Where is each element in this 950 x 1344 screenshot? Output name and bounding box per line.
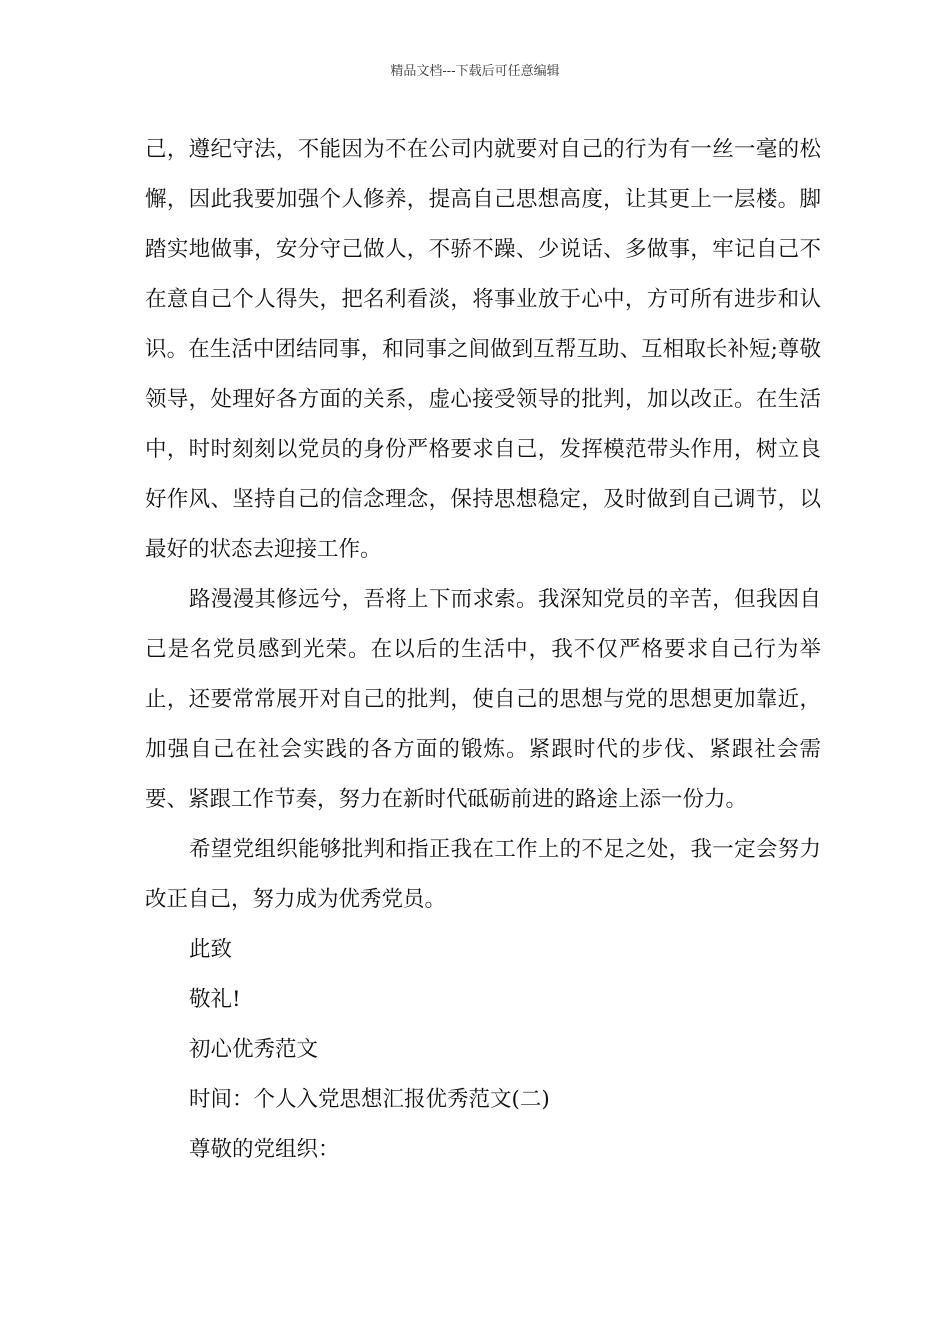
document-body <box>145 125 821 1175</box>
page-header: 精品文档---下载后可任意编辑 <box>390 64 560 79</box>
closing-salutation: 此致 <box>189 937 233 962</box>
paragraph-hope: 希望党组织能够批判和指正我在工作上的不足之处，我一定会努力改正自己，努力成为优秀党员。 <box>145 837 821 912</box>
closing-regards: 敬礼! <box>189 987 241 1012</box>
date-line: 时间：个人入党思想汇报优秀范文(二) <box>189 1087 550 1112</box>
signature-line: 初心优秀范文 <box>189 1037 319 1062</box>
paragraph-continuation: 己，遵纪守法，不能因为不在公司内就要对自己的行为有一丝一毫的松懈，因此我要加强个人修养，提高自己思想高度，让其更上一层楼。脚踏实地做事，安分守己做人，不骄不躁、少说话、多做事，牢记自己不在意自己个人得失，把名利看淡，将事业放于心中，方可所有进步和认识。在生活中团结同事，和同事之间做到互帮互助、互相取长补短;尊敬领导，处理好各方面的关系，虚心接受领导的批判，加以改正。在生活中，时时刻刻以党员的身份严格要求自己，发挥模范带头作用，树立良好作风、坚持自己的信念理念，保持思想稳定，及时做到自己调节，以最好的状态去迎接工作。 <box>145 137 821 562</box>
paragraph-resolution: 路漫漫其修远兮，吾将上下而求索。我深知党员的辛苦，但我因自己是名党员感到光荣。在以后的生活中，我不仅严格要求自己行为举止，还要常常展开对自己的批判，使自己的思想与党的思想更加靠近，加强自己在社会实践的各方面的锻炼。紧跟时代的步伐、紧跟社会需要、紧跟工作节奏，努力在新时代砥砺前进的路途上添一份力。 <box>145 587 821 812</box>
next-letter-greeting: 尊敬的党组织： <box>189 1137 340 1162</box>
